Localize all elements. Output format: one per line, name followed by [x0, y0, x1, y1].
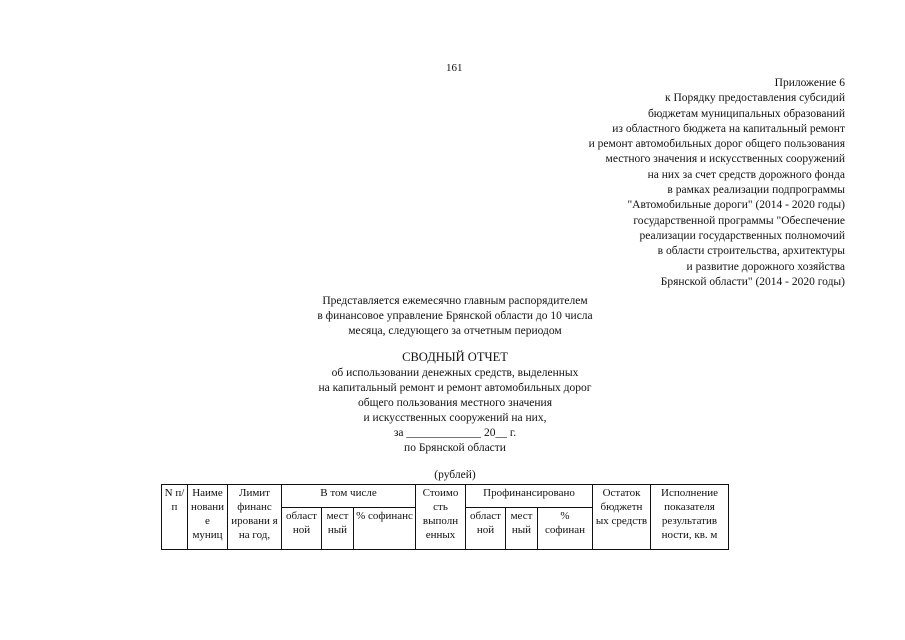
header-num: N п/п — [162, 485, 188, 550]
notice-line: месяца, следующего за отчетным периодом — [348, 325, 562, 337]
header-regional: област ной — [282, 508, 322, 550]
header-fin-local: мест ный — [506, 508, 538, 550]
subtitle-line: об использовании денежных средств, выделенных — [331, 367, 579, 379]
appendix-line: на них за счет средств дорожного фонда — [647, 168, 845, 181]
subtitle-line: на капитальный ремонт и ремонт автомобильных дорог — [318, 382, 592, 394]
appendix-line: в рамках реализации подпрограммы — [667, 184, 845, 197]
appendix-line: и ремонт автомобильных дорог общего пользования — [588, 138, 845, 151]
header-fin-pct: % софинан — [538, 508, 593, 550]
subtitle-line: общего пользования местного значения — [357, 397, 553, 409]
header-cofin-pct: % софинанс — [354, 508, 416, 550]
header-name: Наиме новани е муниц — [188, 485, 228, 550]
appendix-header — [515, 76, 845, 290]
appendix-line: в области строительства, архитектуры — [657, 245, 845, 258]
header-fin-regional: област ной — [466, 508, 506, 550]
appendix-line: Приложение 6 — [774, 77, 845, 89]
units-label: (рублей) — [434, 469, 476, 481]
appendix-line: "Автомобильные дороги" (2014 - 2020 годы) — [627, 199, 845, 212]
appendix-line: Брянской области" (2014 - 2020 годы) — [660, 275, 845, 288]
appendix-line: государственной программы "Обеспечение — [633, 214, 845, 227]
header-group-including: В том числе — [282, 485, 416, 508]
subtitle-line: за _____________ 20__ г. — [393, 427, 517, 439]
header-group-financed: Профинансировано — [466, 485, 593, 508]
appendix-line: местного значения и искусственных сооружений — [605, 153, 845, 166]
subtitle-line: и искусственных сооружений на них, — [363, 412, 547, 424]
page-number: 161 — [446, 62, 463, 74]
report-table — [161, 484, 729, 550]
appendix-line: к Порядку предоставления субсидий — [665, 92, 845, 105]
header-balance: Остаток бюджетн ых средств — [593, 485, 651, 550]
appendix-line: бюджетам муниципальных образований — [647, 107, 845, 120]
header-cost: Стоимо сть выполн енных — [416, 485, 466, 550]
report-subtitle — [255, 366, 655, 456]
notice-line: Представляется ежемесячно главным распорядителем — [322, 295, 588, 307]
header-performance: Исполнение показателя результатив ности, кв. м — [651, 485, 729, 550]
notice-line: в финансовое управление Брянской области до 10 числа — [317, 310, 593, 322]
header-limit: Лимит финанс ировани я на год, — [228, 485, 282, 550]
subtitle-line: по Брянской области — [404, 442, 506, 454]
appendix-line: и развитие дорожного хозяйства — [686, 260, 845, 273]
submission-notice — [290, 294, 620, 339]
appendix-line: из областного бюджета на капитальный ремонт — [612, 122, 845, 135]
header-local: мест ный — [322, 508, 354, 550]
appendix-line: реализации государственных полномочий — [639, 229, 845, 242]
report-title: СВОДНЫЙ ОТЧЕТ — [402, 350, 508, 364]
